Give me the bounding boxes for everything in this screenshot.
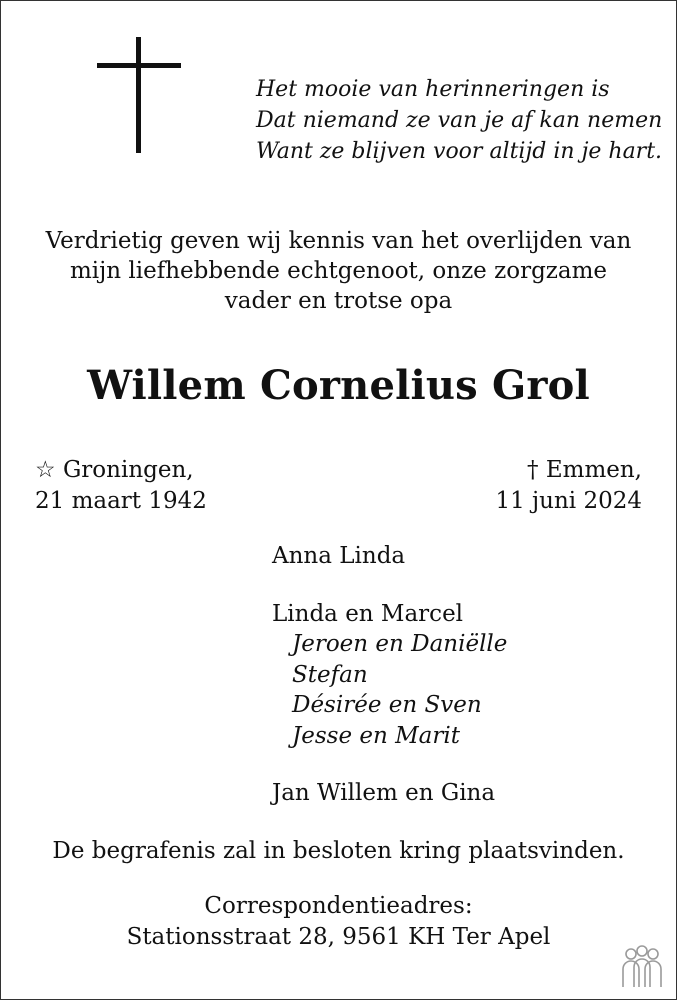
poem-line: Want ze blijven voor altijd in je hart. bbox=[256, 139, 663, 164]
funeral-notice: De begrafenis zal in besloten kring plaatsvinden. bbox=[52, 838, 625, 864]
birth-place: Groningen, bbox=[62, 457, 194, 483]
intro-line: vader en trotse opa bbox=[224, 288, 453, 314]
poem bbox=[256, 74, 662, 167]
grandchild: Jeroen en Daniëlle bbox=[292, 631, 508, 657]
death-date: 11 juni 2024 bbox=[495, 488, 642, 514]
star-icon: ☆ bbox=[35, 457, 56, 483]
people-group-icon bbox=[619, 945, 665, 989]
cross-icon bbox=[97, 37, 181, 153]
spouse-name: Anna Linda bbox=[272, 543, 406, 569]
intro-line: mijn liefhebbende echtgenoot, onze zorgzame bbox=[69, 258, 608, 284]
child-family: Linda en Marcel bbox=[272, 601, 464, 627]
grandchild: Désirée en Sven bbox=[292, 692, 482, 718]
address-line: Stationsstraat 28, 9561 KH Ter Apel bbox=[126, 924, 551, 950]
birth-date: 21 maart 1942 bbox=[35, 488, 207, 514]
grandchild: Stefan bbox=[292, 662, 368, 688]
address-label: Correspondentieadres: bbox=[204, 893, 473, 919]
child-family: Jan Willem en Gina bbox=[272, 780, 496, 806]
birth-info bbox=[35, 455, 207, 517]
poem-line: Het mooie van herinneringen is bbox=[256, 77, 610, 102]
poem-line: Dat niemand ze van je af kan nemen bbox=[256, 108, 663, 133]
grandchild: Jesse en Marit bbox=[292, 723, 460, 749]
death-info bbox=[495, 455, 642, 517]
announcement-intro bbox=[0, 226, 677, 316]
death-place: Emmen, bbox=[545, 457, 642, 483]
dagger-icon: † bbox=[527, 457, 539, 483]
deceased-name: Willem Cornelius Grol bbox=[87, 362, 590, 409]
correspondence-address bbox=[0, 891, 677, 953]
intro-line: Verdrietig geven wij kennis van het overlijden van bbox=[45, 228, 632, 254]
